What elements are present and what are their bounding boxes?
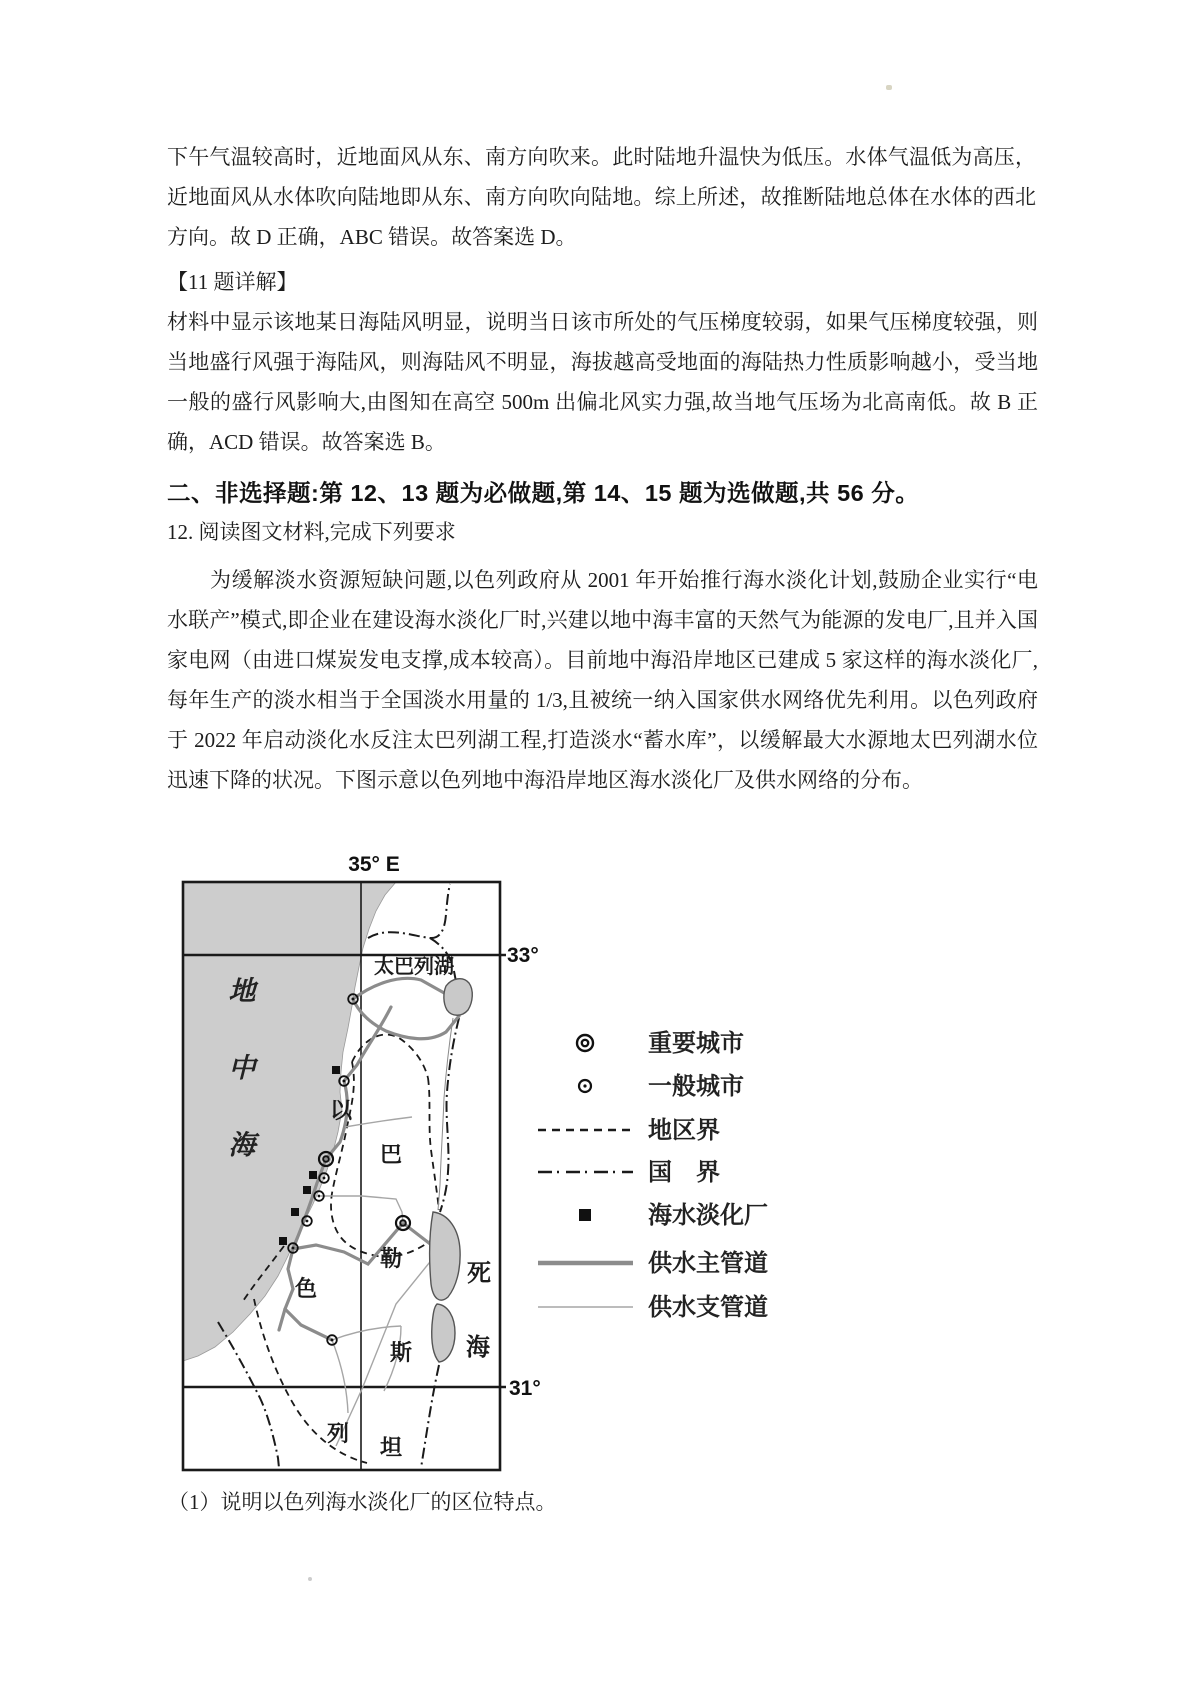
lake-tiberias-label: 太巴列湖 [374,956,454,978]
lat-33-label: 33° [507,944,539,967]
israel-char-1: 以 [329,1098,353,1123]
legend-label-national-boundary: 国 界 [648,1159,720,1186]
sea-label-char-2: 中 [228,1053,256,1083]
legend-label-important-city: 重要城市 [648,1030,744,1057]
legend-label-branch-pipeline: 供水支管道 [648,1294,768,1321]
palestine-char-3: 斯 [389,1340,413,1365]
section2-header: 二、非选择题:第 12、13 题为必做题,第 14、15 题为选做题,共 56 分。 [167,480,920,506]
palestine-char-1: 巴 [379,1142,403,1167]
legend-label-general-city: 一般城市 [648,1073,744,1100]
lon-35e-label: 35° E [348,853,400,876]
israel-char-2: 色 [294,1276,318,1301]
paragraph-q10-explanation: 下午气温较高时，近地面风从东、南方向吹来。此时陆地升温快为低压。水体气温低为高压，近地面风从水体吹向陆地即从东、南方向吹向陆地。综上所述，故推断陆地总体在水体的西北方向。故 D 正确，ABC 错误。故答案选 D。 [167,145,1036,249]
dead-sea-char-1: 死 [467,1260,491,1287]
legend-label-desalination-plant: 海水淡化厂 [648,1202,768,1229]
sea-label-char-3: 海 [228,1130,256,1160]
legend-label-main-pipeline: 供水主管道 [648,1250,768,1277]
general-city-symbol [579,1080,591,1092]
legend-label-region-boundary: 地区界 [648,1117,720,1144]
dead-sea-south [432,1304,455,1362]
q12-subquestion-1: （1）说明以色列海水淡化厂的区位特点。 [168,1490,557,1514]
dead-sea-north [430,1212,460,1300]
lake-tiberias [444,979,472,1016]
scan-artifact-dot [886,85,892,90]
scan-artifact-dot [308,1577,312,1581]
israel-char-3: 列 [326,1421,350,1446]
q12-stem: 12. 阅读图文材料,完成下列要求 [167,520,456,544]
q11-heading: 【11 题详解】 [167,270,298,294]
desalination-plant-symbol [579,1209,591,1221]
jordan-river-line [438,1018,453,1210]
dead-sea-char-2: 海 [466,1334,490,1361]
israel-map-figure [170,845,800,1477]
sea-label-char-1: 地 [228,976,256,1006]
palestine-char-4: 坦 [379,1435,403,1460]
paragraph-q11-explanation: 材料中显示该地某日海陆风明显，说明当日该市所处的气压梯度较弱，如果气压梯度较强，则当地盛行风强于海陆风，则海陆风不明显，海拔越高受地面的海陆热力性质影响越小，受当地一般的盛行风影响大,由图知在高空 500m 出偏北风实力强,故当地气压场为北高南低。故 B 正确，ACD 错误。故答案选 B。 [167,310,1038,454]
map-legend [538,1030,768,1321]
q12-material: 为缓解淡水资源短缺问题,以色列政府从 2001 年开始推行海水淡化计划,鼓励企业实行“电水联产”模式,即企业在建设海水淡化厂时,兴建以地中海丰富的天然气为能源的发电厂,且并入国家电网（由进口煤炭发电支撑,成本较高）。目前地中海沿岸地区已建成 5 家这样的海水淡化厂,每年生产的淡水相当于全国淡水用量的 1/3,且被统一纳入国家供水网络优先利用。以色列政府于 2022 年启动淡化水反注太巴列湖工程,打造淡水“蓄水库”，以缓解最大水源地太巴列湖水位迅速下降的状况。下图示意以色列地中海沿岸地区海水淡化厂及供水网络的分布。 [167,568,1038,792]
important-city-symbol [577,1035,593,1051]
palestine-char-2: 勒 [379,1246,403,1271]
lat-31-label: 31° [509,1377,541,1400]
